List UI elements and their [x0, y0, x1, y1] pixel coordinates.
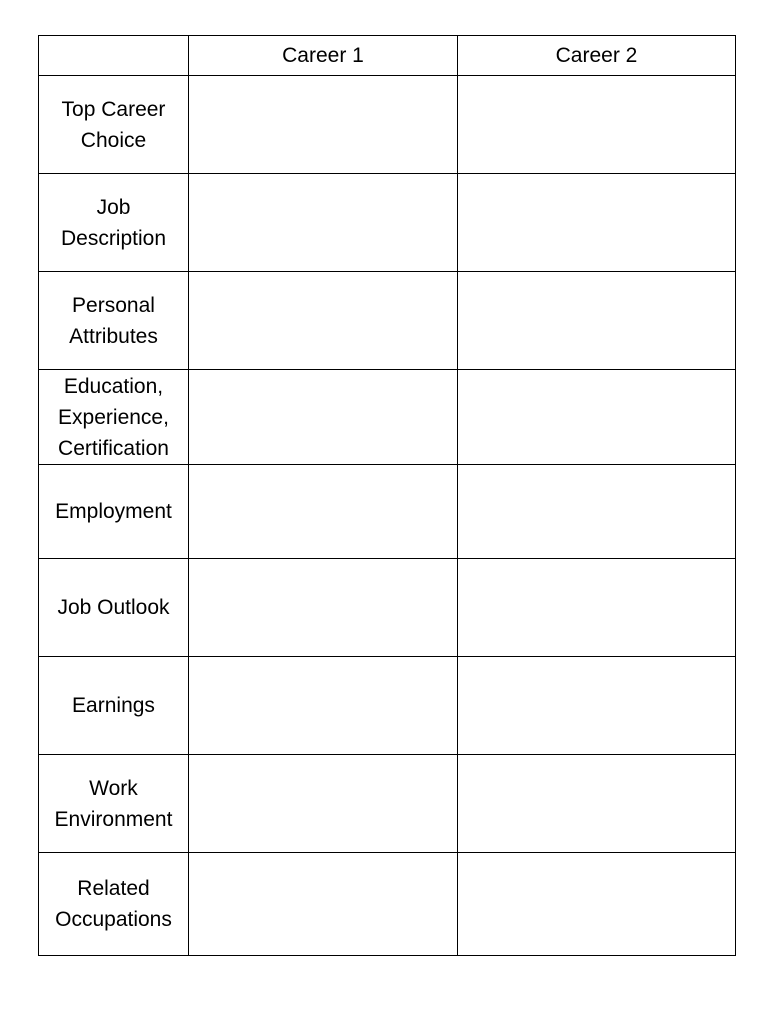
row-label-employment [39, 465, 189, 559]
row-label-top-career-choice [39, 76, 189, 174]
row-label-text: Job Outlook [57, 596, 170, 619]
table-row-job-description [39, 174, 736, 272]
cell-career-1-work-environment[interactable] [189, 755, 458, 853]
cell-career-2-personal-attributes[interactable] [458, 272, 736, 370]
row-label-text: Related Occupations [55, 877, 172, 931]
row-label-job-outlook [39, 559, 189, 657]
table-row-personal-attributes [39, 272, 736, 370]
cell-career-1-employment[interactable] [189, 465, 458, 559]
table-row-related-occupations [39, 853, 736, 956]
row-label-text: Earnings [72, 694, 155, 717]
header-cell-career-1: Career 1 [189, 36, 458, 76]
cell-career-1-personal-attributes[interactable] [189, 272, 458, 370]
cell-career-2-related-occupations[interactable] [458, 853, 736, 956]
row-label-work-environment [39, 755, 189, 853]
cell-career-1-education[interactable] [189, 370, 458, 465]
table-row-earnings [39, 657, 736, 755]
row-label-text: Job Description [60, 195, 167, 250]
cell-career-2-job-description[interactable] [458, 174, 736, 272]
row-label-job-description [39, 174, 189, 272]
career-comparison-table [38, 35, 736, 956]
header-cell-career-2: Career 2 [458, 36, 736, 76]
cell-career-2-top-career-choice[interactable] [458, 76, 736, 174]
cell-career-1-related-occupations[interactable] [189, 853, 458, 956]
row-label-text: Work Environment [54, 776, 173, 831]
worksheet-page [38, 35, 735, 955]
row-label-earnings [39, 657, 189, 755]
row-label-personal-attributes [39, 272, 189, 370]
header-cell-corner [39, 36, 189, 76]
cell-career-2-employment[interactable] [458, 465, 736, 559]
cell-career-2-job-outlook[interactable] [458, 559, 736, 657]
row-label-related-occupations [39, 853, 189, 956]
cell-career-1-job-description[interactable] [189, 174, 458, 272]
table-header-row [39, 36, 736, 76]
row-label-text: Education, Experience, Certification [58, 374, 169, 460]
table-row-work-environment [39, 755, 736, 853]
cell-career-2-education[interactable] [458, 370, 736, 465]
row-label-text: Employment [55, 500, 172, 523]
row-label-education [39, 370, 189, 465]
table-row-top-career-choice [39, 76, 736, 174]
table-row-employment [39, 465, 736, 559]
cell-career-1-job-outlook[interactable] [189, 559, 458, 657]
row-label-text: Personal Attributes [69, 293, 158, 348]
table-row-education [39, 370, 736, 465]
cell-career-2-work-environment[interactable] [458, 755, 736, 853]
row-label-text: Top Career Choice [61, 97, 166, 152]
cell-career-2-earnings[interactable] [458, 657, 736, 755]
cell-career-1-top-career-choice[interactable] [189, 76, 458, 174]
cell-career-1-earnings[interactable] [189, 657, 458, 755]
table-row-job-outlook [39, 559, 736, 657]
